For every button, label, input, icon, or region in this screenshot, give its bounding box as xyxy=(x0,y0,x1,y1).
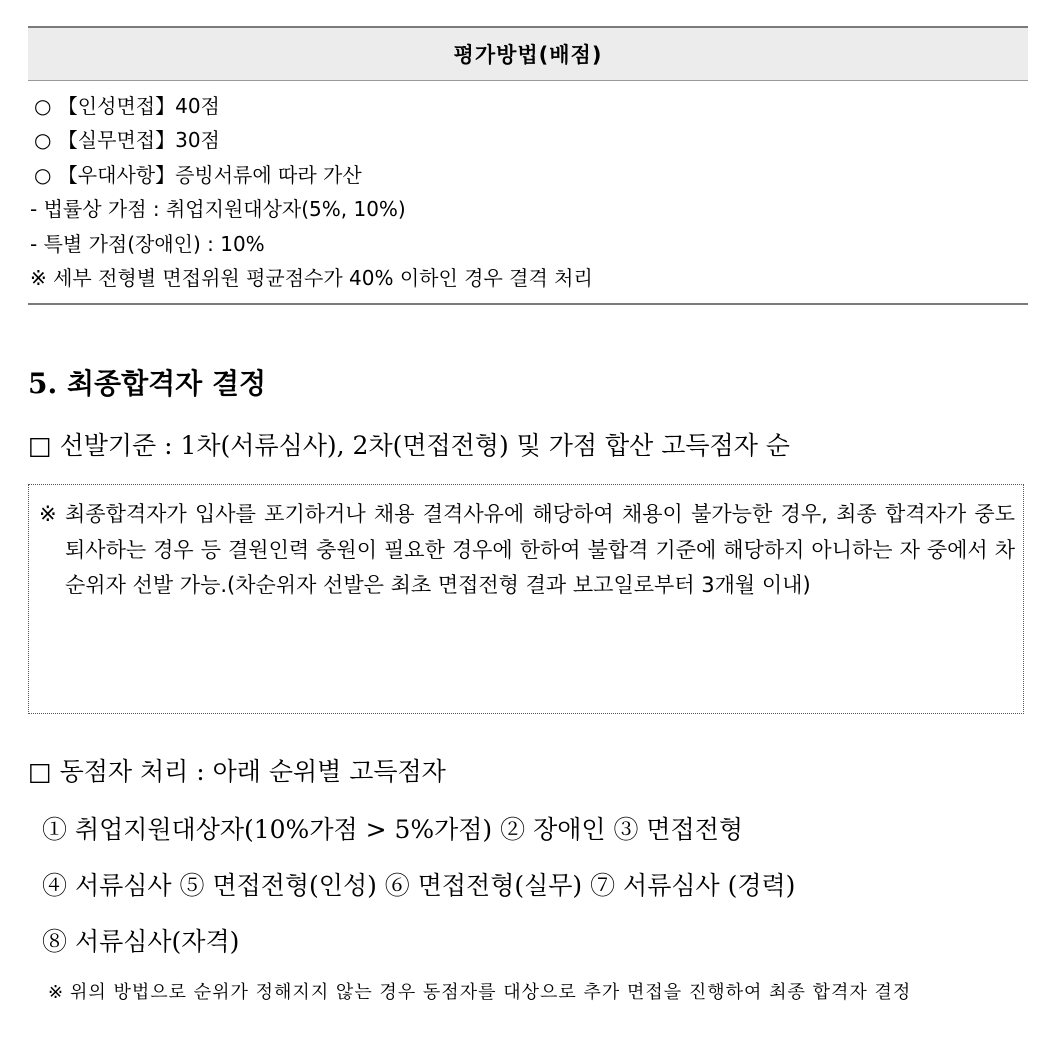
tie-break-note xyxy=(48,975,1030,1011)
evaluation-item-preference: ○ 【우대사항】증빙서류에 따라 가산 xyxy=(34,162,362,187)
evaluation-item-personality-interview: ○ 【인성면접】40점 xyxy=(34,94,220,118)
evaluation-header: 평가방법(배점) xyxy=(28,28,1028,81)
section-heading: 5. 최종합격자 결정 xyxy=(28,367,267,400)
tie-break-order-line: ① 취업지원대상자(10%가점 > 5%가점) ② 장애인 ③ 면접전형 xyxy=(42,815,744,844)
evaluation-item-practical-interview: ○ 【실무면접】30점 xyxy=(34,128,220,153)
evaluation-body xyxy=(28,81,1028,303)
tie-break-title: □ 동점자 처리 : 아래 순위별 고득점자 xyxy=(28,757,446,786)
notice-text: 최종합격자가 입사를 포기하거나 채용 결격사유에 해당하여 채용이 불가능한 경우, 최종 합격자가 중도 퇴사하는 경우 등 결원인력 충원이 필요한 경우에 한하여 불합격 기준에 해당하지 아니하는 자 중에서 차순위자 선발 가능.(차순위자 선발은 최초 면접전형 결과 보고일로부터 3개월 이내) xyxy=(65,502,1015,598)
tie-break-order-line: ④ 서류심사 ⑤ 면접전형(인성) ⑥ 면접전형(실무) ⑦ 서류심사 (경력) xyxy=(42,871,796,900)
evaluation-table xyxy=(28,26,1028,305)
evaluation-subitem-special-bonus: - 특별 가점(장애인) : 10% xyxy=(30,231,265,256)
tie-break-note-mark: ※ xyxy=(48,982,64,1003)
evaluation-note: ※ 세부 전형별 면접위원 평균점수가 40% 이하인 경우 결격 처리 xyxy=(30,266,593,291)
tie-break-order-line: ⑧ 서류심사(자격) xyxy=(42,927,240,956)
notice-box xyxy=(28,484,1024,714)
evaluation-subitem-legal-bonus: - 법률상 가점 : 취업지원대상자(5%, 10%) xyxy=(30,197,406,222)
selection-criteria: □ 선발기준 : 1차(서류심사), 2차(면접전형) 및 가점 합산 고득점자 순 xyxy=(28,431,790,460)
tie-break-note-text: 위의 방법으로 순위가 정해지지 않는 경우 동점자를 대상으로 추가 면접을 진행하여 최종 합격자 결정 xyxy=(70,982,912,1003)
notice-mark: ※ xyxy=(39,502,57,526)
